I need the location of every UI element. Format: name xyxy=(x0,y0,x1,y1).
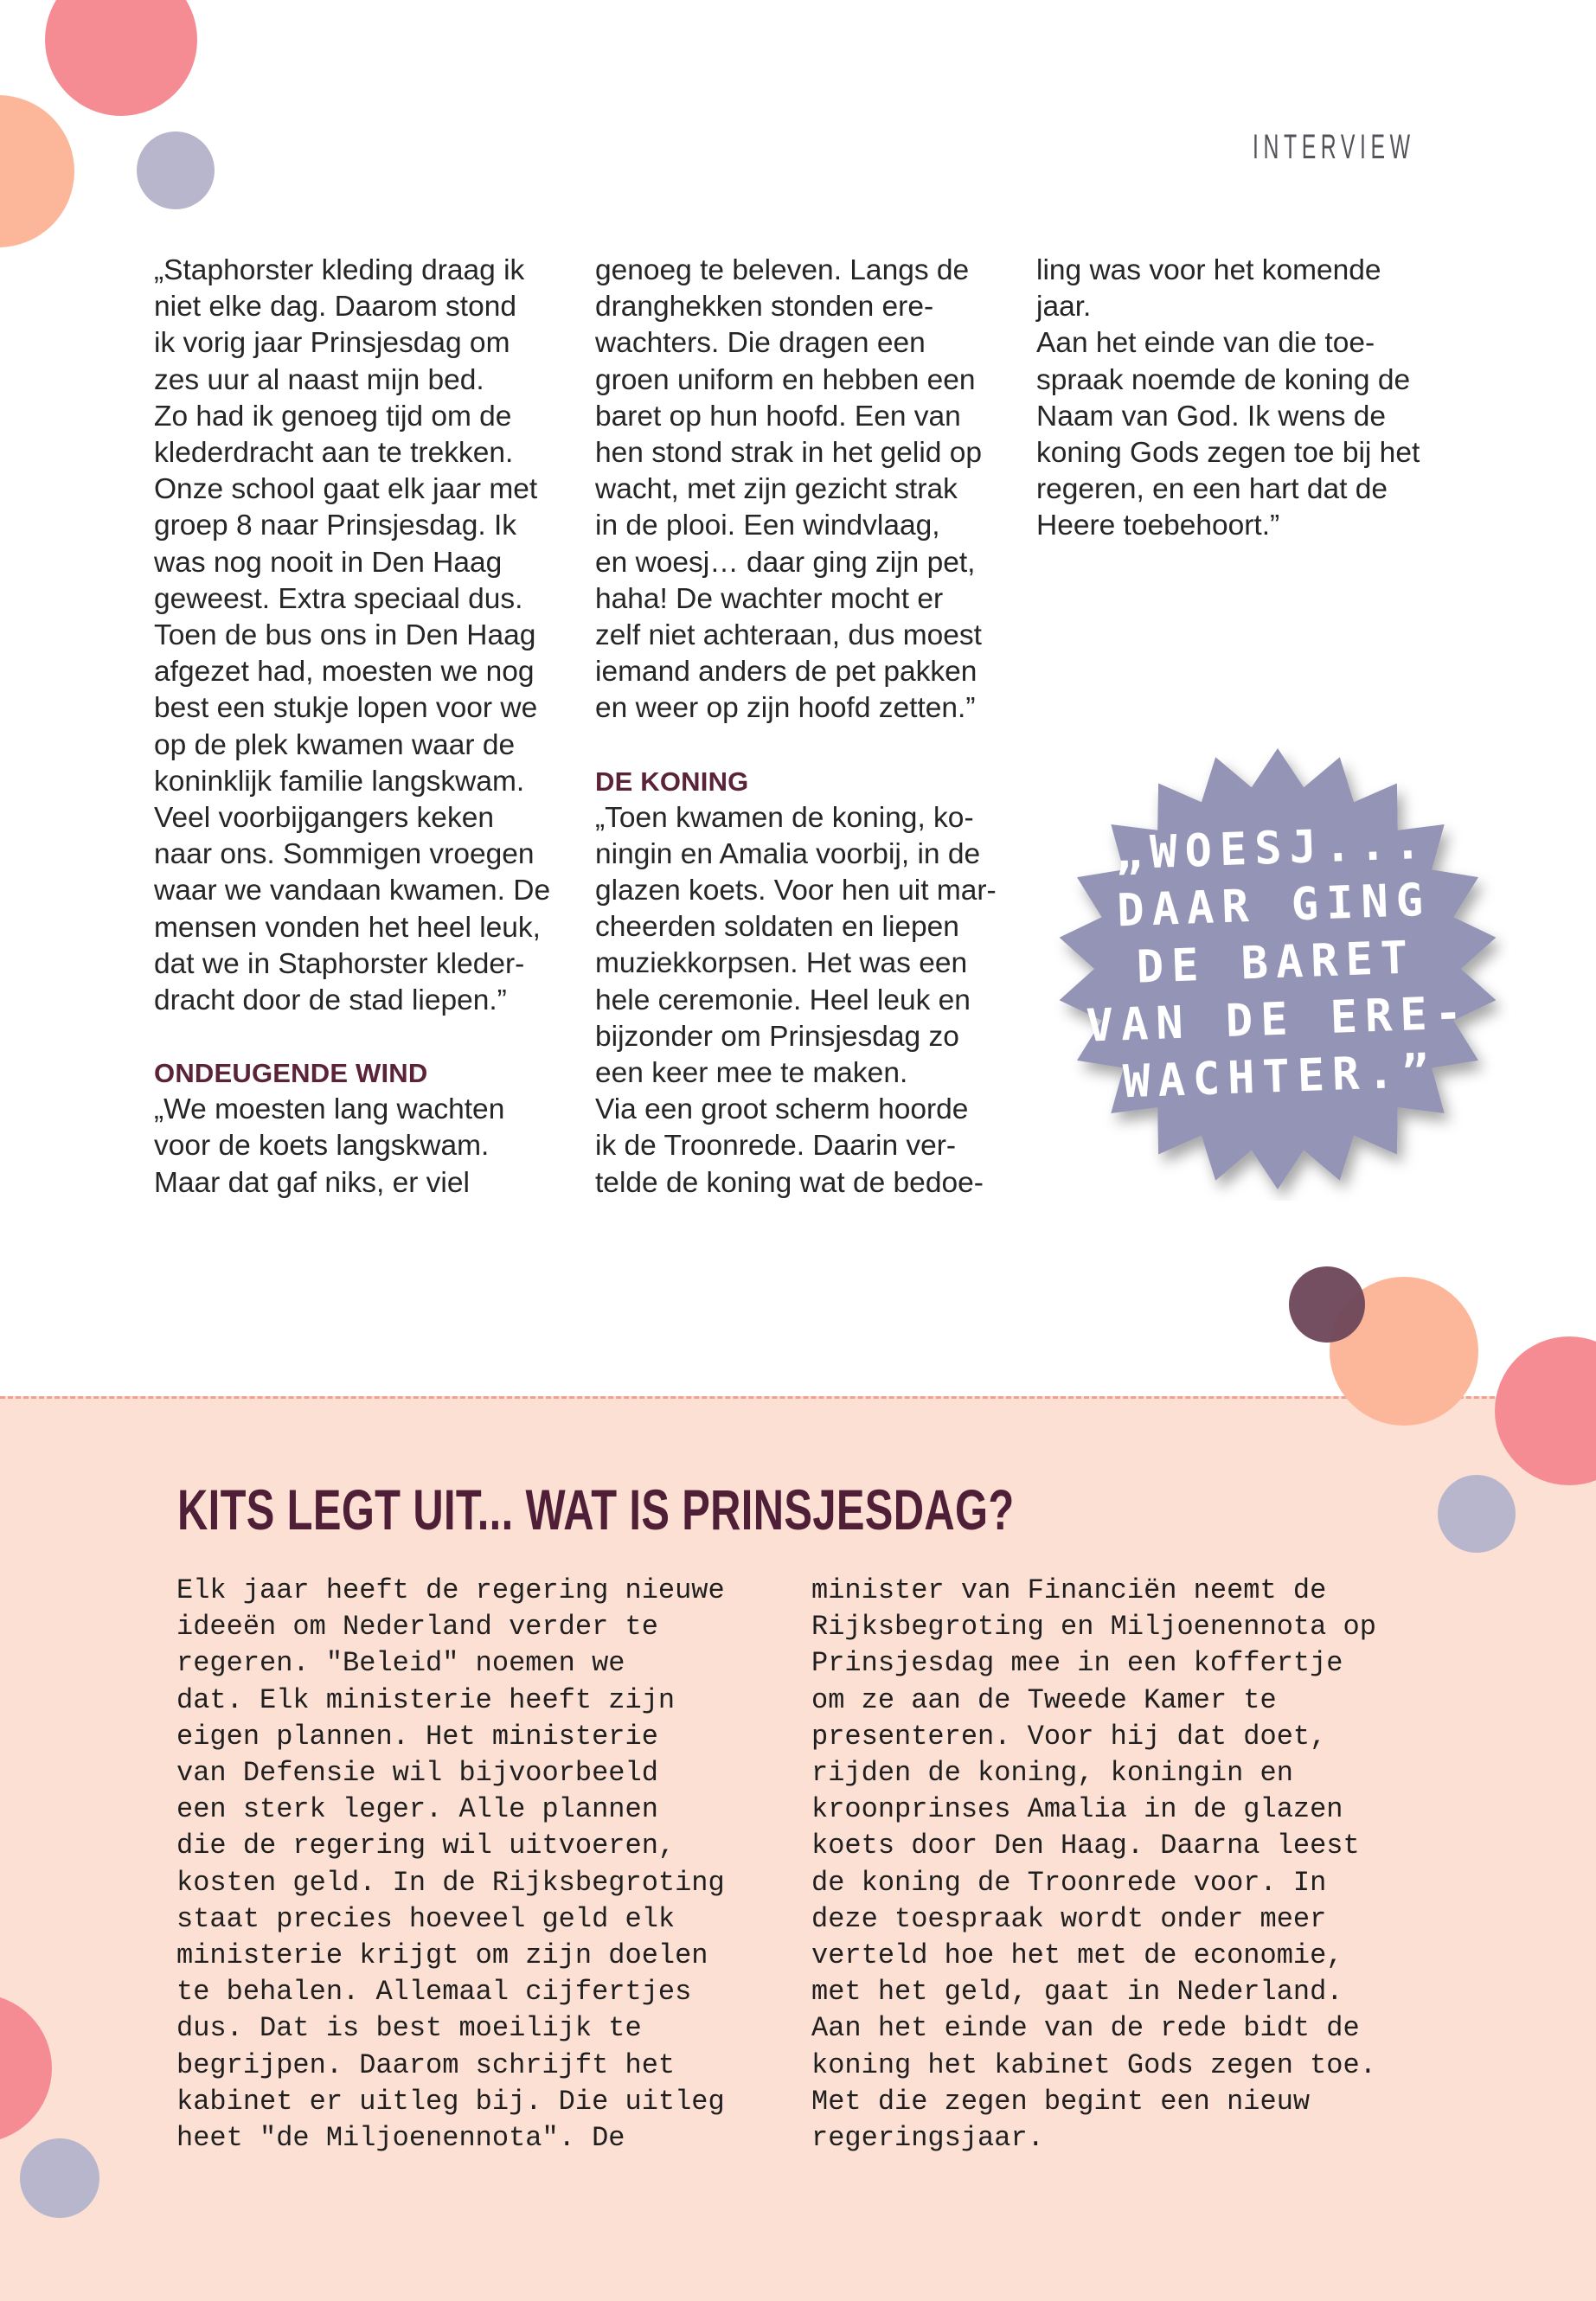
decor-circle-peach-top xyxy=(0,95,74,247)
decor-circle-lavender-top xyxy=(137,131,215,209)
decor-circle-plum-right xyxy=(1289,1266,1365,1343)
info-box-column-1: Elk jaar heeft de regering nieuwe ideeën om Nederland verder te regeren. "Beleid" noemen we dat. Elk ministerie heeft zijn eigen plannen. Het ministerie van Defensie wil bijvoorbeeld een sterk leger. Alle plannen die de regering wil uitvoeren, kosten geld. In de Rijksbegroting staat precies hoeveel geld elk ministerie krijgt om zijn doelen te behalen. Allemaal cijfertjes dus. Dat is best moeilijk te begrijpen. Daarom schrijft het kabinet er uitleg bij. Die uitleg heet "de Miljoenennota". De xyxy=(176,1574,725,2155)
info-box-body xyxy=(176,1573,1431,2157)
pull-quote: „WOESJ... DAAR GING DE BARET VAN DE ERE- WACHTER.” xyxy=(1085,817,1471,1109)
article-paragraph: „Staphorster kleding draag ik niet elke dag. Daarom stond ik vorig jaar Prinsjesdag om zes uur al naast mijn bed. Zo had ik genoeg tijd om de klederdracht aan te trekken. Onze school gaat elk jaar met groep 8 naar Prinsjesdag. Ik was nog nooit in Den Haag geweest. Extra speciaal dus. Toen de bus ons in Den Haag afgezet had, moesten we nog best een stukje lopen voor we op de plek kwamen waar de koninklijk familie langskwam. Veel voorbijgangers keken naar ons. Sommigen vroegen waar we vandaan kwamen. De mensen vonden het heel leuk, dat we in Staphorster kleder- dracht door de stad liepen.” xyxy=(154,254,551,1017)
article-paragraph: „We moesten lang wachten voor de koets langskwam. Maar dat gaf niks, er viel xyxy=(154,1093,505,1199)
decor-circle-pink-top xyxy=(45,0,197,116)
article-paragraph: „Toen kwamen de koning, ko- ningin en Amalia voorbij, in de glazen koets. Voor hen uit mar- cheerden soldaten en liepen muziekkorpsen. Het was een hele ceremonie. Heel leuk en bijzonder om Prinsjesdag zo een keer mee te maken. Via een groot scherm hoorde ik de Troonrede. Daarin ver- telde de koning wat de bedoe- xyxy=(595,801,997,1199)
info-box-column-2: minister van Financiën neemt de Rijksbegroting en Miljoenennota op Prinsjesdag mee in een koffertje om ze aan de Tweede Kamer te presenteren. Voor hij dat doet, rijden de koning, koningin en kroonprinses Amalia in de glazen koets door Den Haag. Daarna leest de koning de Troonrede voor. In deze toespraak wordt onder meer verteld hoe het met de economie, met het geld, gaat in Nederland. Aan het einde van de rede bidt de koning het kabinet Gods zegen toe. Met die zegen begint een nieuw regeringsjaar. xyxy=(811,1574,1376,2155)
info-box-title: KITS LEGT UIT... WAT IS PRINSJESDAG? xyxy=(177,1477,1015,1541)
article-column-2 xyxy=(595,253,1007,1202)
section-label: INTERVIEW xyxy=(1253,128,1415,166)
decor-circle-lavender-bottom xyxy=(20,2138,99,2218)
subheading-de-koning: DE KONING xyxy=(595,766,749,797)
article-paragraph: genoeg te beleven. Langs de dranghekken stonden ere- wachters. Die dragen een groen uniform en hebben een baret op hun hoofd. Een van hen stond strak in het gelid op wacht, met zijn gezicht strak in de plooi. Een windvlaag, en woesj… daar ging zijn pet, haha! De wachter mocht er zelf niet achteraan, dus moest iemand anders de pet pakken en weer op zijn hoofd zetten.” xyxy=(595,254,982,725)
article-column-1 xyxy=(154,253,566,1202)
subheading-ondeugende-wind: ONDEUGENDE WIND xyxy=(154,1058,428,1089)
article-paragraph: ling was voor het komende jaar. Aan het einde van die toe- spraak noemde de koning de Naam van God. Ik wens de koning Gods zegen toe bij het regeren, en een hart dat de Heere toebehoort.” xyxy=(1036,254,1420,542)
decor-circle-lavender-right xyxy=(1438,1475,1516,1553)
